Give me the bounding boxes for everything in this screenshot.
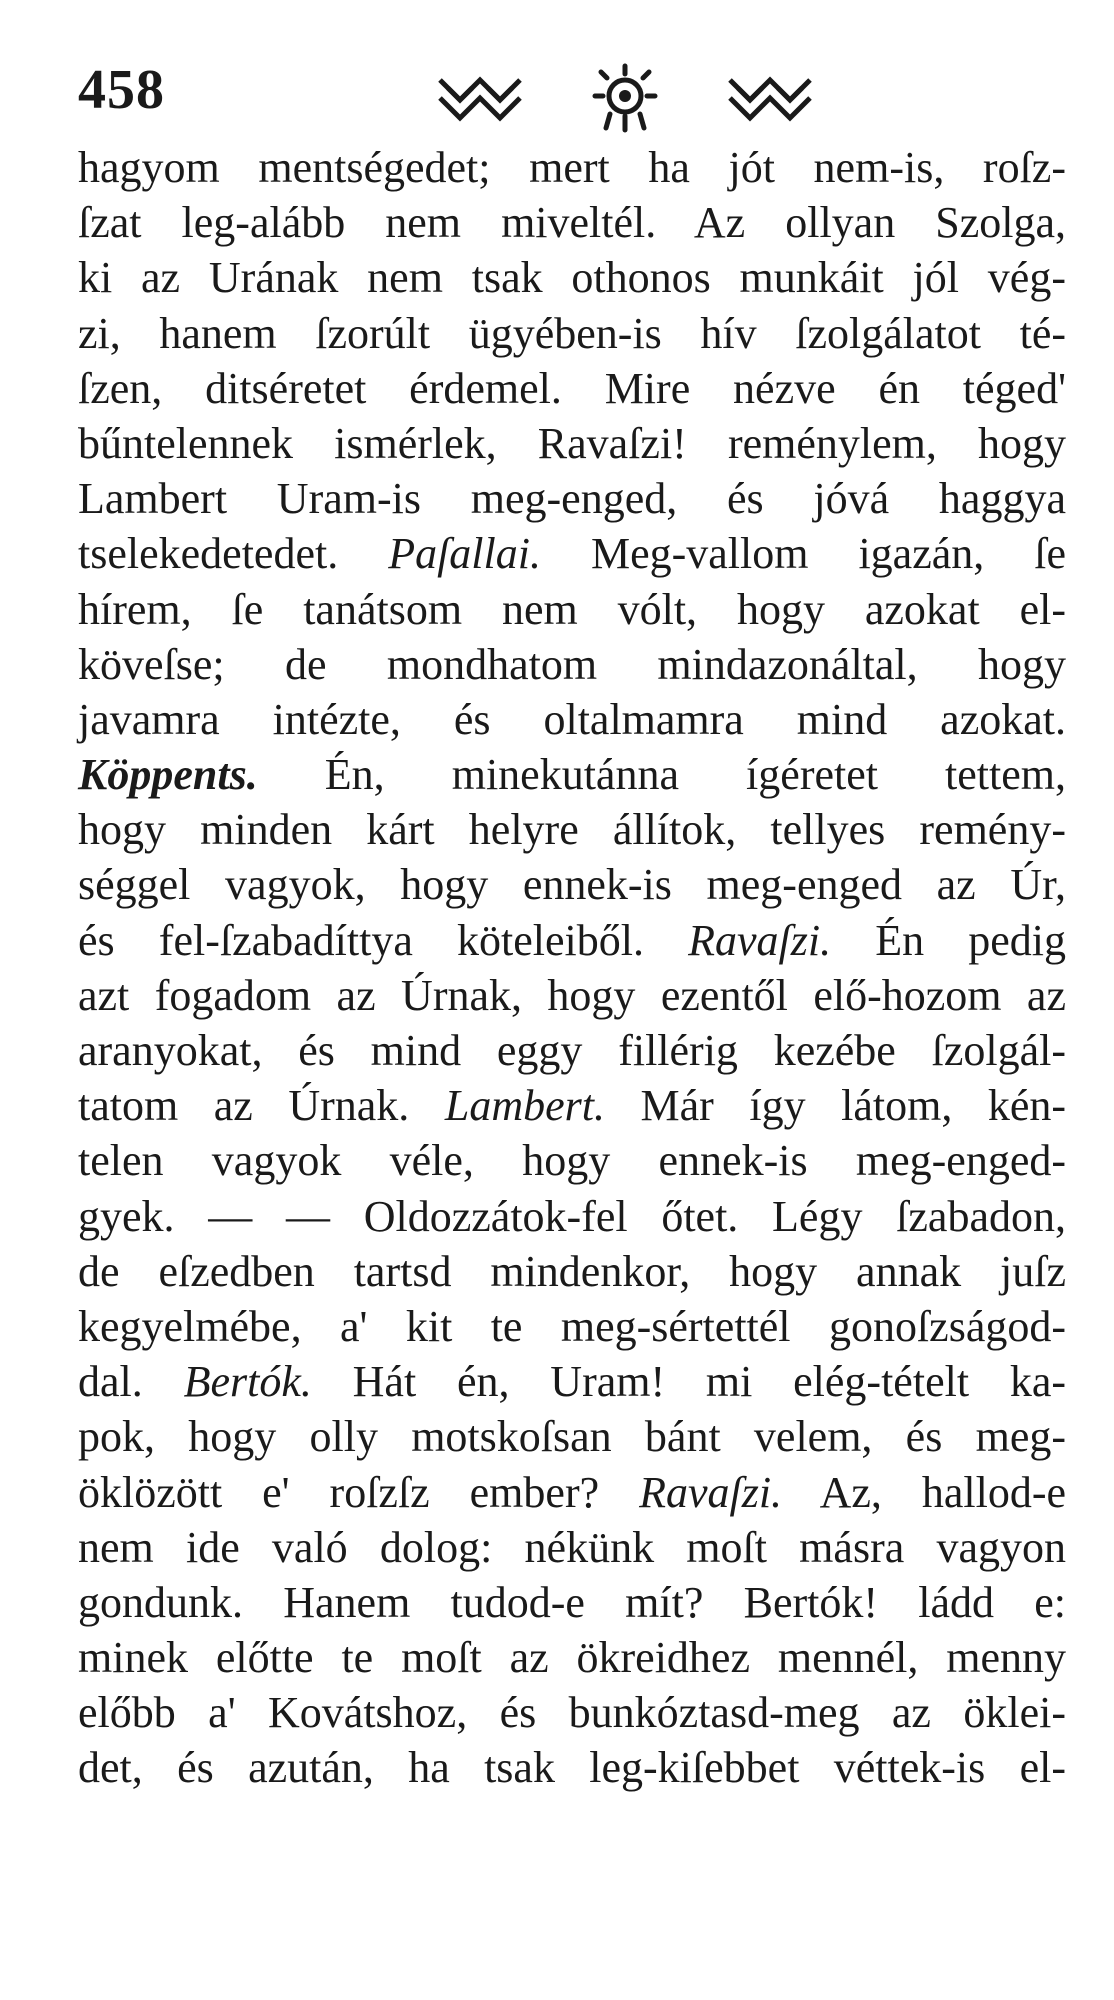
text-line-4: zi, hanem ſzorúlt ügyében-is hív ſzolgálatot té- xyxy=(78,308,1066,358)
speaker-name: Paſallai. xyxy=(388,529,541,579)
text-line-16: azt fogadom az Úrnak, hogy ezentől elő-hozom az xyxy=(78,970,1066,1020)
text-line-12: Köppents. Én, minekutánna ígéretet tettem, xyxy=(78,750,1067,800)
text-line-5: ſzen, ditséretet érdemel. Mire nézve én téged' xyxy=(78,363,1066,413)
text-line-6: bűntelennek ismérlek, Ravaſzi! reménylem, hogy xyxy=(78,418,1066,468)
text-line-7: Lambert Uram-is meg-enged, és jóvá haggya xyxy=(78,474,1066,524)
speaker-name: Ravaſzi. xyxy=(688,915,832,965)
text-line-15: és fel-ſzabadíttya köteleiből. Ravaſzi. Én pedig xyxy=(78,915,1067,965)
page-body-text xyxy=(78,140,1066,1796)
page-number: 458 xyxy=(78,59,165,121)
speaker-name: Köppents. xyxy=(78,750,258,800)
text-line-17: aranyokat, és mind eggy fillérig kezébe ſzolgál- xyxy=(78,1026,1066,1075)
text-line-20: gyek. — — Oldozzátok-fel őtet. Légy ſzabadon, xyxy=(78,1191,1066,1241)
text-line-25: öklözött e' roſzſz ember? Ravaſzi. Az, hallod-e xyxy=(78,1467,1067,1517)
text-line-2: ſzat leg-alább nem miveltél. Az ollyan Szolga, xyxy=(78,198,1066,248)
text-line-22: kegyelmébe, a' kit te meg-sértettél gonoſzságod- xyxy=(78,1301,1066,1351)
text-line-19: telen vagyok véle, hogy ennek-is meg-enged- xyxy=(78,1136,1066,1186)
text-line-14: séggel vagyok, hogy ennek-is meg-enged az Úr, xyxy=(78,860,1066,910)
text-line-21: de eſzedben tartsd mindenkor, hogy annak juſz xyxy=(78,1246,1066,1296)
text-line-9: hírem, ſe tanátsom nem vólt, hogy azokat el- xyxy=(78,584,1066,634)
text-line-18: tatom az Úrnak. Lambert. Már így látom, kén- xyxy=(78,1081,1067,1131)
text-line-8: tselekedetedet. Paſallai. Meg-vallom igazán, ſe xyxy=(78,529,1066,579)
text-line-29: előbb a' Kovátshoz, és bunkóztasd-meg az öklei- xyxy=(78,1688,1066,1738)
text-line-11: javamra intézte, és oltalmamra mind azokat. xyxy=(78,694,1066,744)
speaker-name: Bertók. xyxy=(183,1357,312,1407)
text-line-24: pok, hogy olly motskoſsan bánt velem, és meg- xyxy=(78,1412,1066,1462)
text-line-1: hagyom mentségedet; mert ha jót nem-is, roſz- xyxy=(78,143,1066,192)
text-line-23: dal. Bertók. Hát én, Uram! mi elég-tételt ka- xyxy=(78,1357,1067,1407)
text-line-30: det, és azután, ha tsak leg-kiſebbet véttek-is el- xyxy=(78,1743,1066,1793)
printers-fleuron-ornament-icon xyxy=(430,58,820,138)
text-line-3: ki az Urának nem tsak othonos munkáit jól vég- xyxy=(78,253,1066,303)
text-line-28: minek előtte te moſt az ökreidhez mennél, menny xyxy=(78,1633,1066,1683)
text-line-27: gondunk. Hanem tudod-e mít? Bertók! ládd e: xyxy=(78,1577,1066,1627)
text-line-26: nem ide való dolog: nékünk moſt másra vagyon xyxy=(78,1522,1066,1572)
page-header xyxy=(78,58,1058,148)
speaker-name: Ravaſzi. xyxy=(639,1467,783,1517)
speaker-name: Lambert. xyxy=(444,1081,605,1131)
text-line-10: köveſse; de mondhatom mindazonáltal, hogy xyxy=(78,639,1066,689)
text-line-13: hogy minden kárt helyre állítok, tellyes remény- xyxy=(78,805,1066,855)
